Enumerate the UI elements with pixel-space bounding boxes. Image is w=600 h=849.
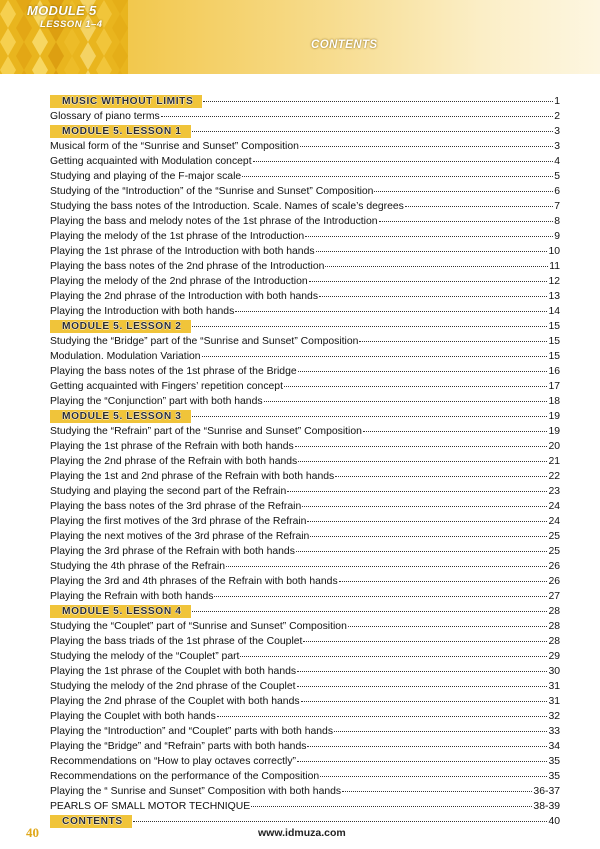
toc-entry-title: Playing the melody of the 2nd phrase of the Introduction bbox=[50, 276, 308, 287]
toc-entry-title: Studying of the “Introduction” of the “Sunrise and Sunset” Composition bbox=[50, 186, 374, 197]
toc-page-number: 29 bbox=[548, 651, 560, 662]
dot-leader bbox=[298, 360, 548, 372]
toc-section-label: MODULE 5. LESSON 1 bbox=[50, 125, 191, 138]
dot-leader bbox=[379, 210, 554, 222]
dot-leader bbox=[302, 495, 547, 507]
toc-entry-title: Studying the “Couplet” part of “Sunrise and Sunset” Composition bbox=[50, 621, 347, 632]
toc-page-number: 32 bbox=[548, 711, 560, 722]
dot-leader bbox=[325, 255, 548, 267]
toc-page-number: 19 bbox=[548, 426, 560, 437]
dot-leader bbox=[242, 165, 553, 177]
toc-entry-title: Getting acquainted with Fingers’ repetition concept bbox=[50, 381, 283, 392]
toc-page-number: 9 bbox=[554, 231, 560, 242]
toc-entry-title: Studying the “Refrain” part of the “Sunrise and Sunset” Composition bbox=[50, 426, 362, 437]
toc-entry-title: PEARLS OF SMALL MOTOR TECHNIQUE bbox=[50, 801, 251, 812]
toc-page-number: 28 bbox=[548, 606, 560, 617]
toc-entry-title: Recommendations on “How to play octaves correctly” bbox=[50, 756, 297, 767]
toc-section-label: MODULE 5. LESSON 3 bbox=[50, 410, 191, 423]
dot-leader bbox=[316, 240, 548, 252]
toc-entry-title: Modulation. Modulation Variation bbox=[50, 351, 201, 362]
toc-page-number: 15 bbox=[548, 336, 560, 347]
toc-page-number: 24 bbox=[548, 516, 560, 527]
toc-entry-title: Studying the “Bridge” part of the “Sunrise and Sunset” Composition bbox=[50, 336, 359, 347]
dot-leader bbox=[296, 540, 548, 552]
dot-leader bbox=[339, 570, 548, 582]
dot-leader bbox=[297, 750, 547, 762]
toc-entry-title: Playing the first motives of the 3rd phrase of the Refrain bbox=[50, 516, 307, 527]
dot-leader bbox=[342, 780, 532, 792]
toc-page-number: 30 bbox=[548, 666, 560, 677]
dot-leader bbox=[264, 390, 548, 402]
toc-page-number: 35 bbox=[548, 756, 560, 767]
toc-entry-title: Playing the 1st phrase of the Couplet with both hands bbox=[50, 666, 297, 677]
dot-leader bbox=[287, 480, 547, 492]
toc-entry-title: Playing the 3rd phrase of the Refrain with both hands bbox=[50, 546, 295, 557]
toc-entry-title: Playing the 1st phrase of the Introduction with both hands bbox=[50, 246, 315, 257]
toc-page-number: 34 bbox=[548, 741, 560, 752]
dot-leader bbox=[300, 135, 553, 147]
dot-leader bbox=[405, 195, 553, 207]
toc-entry-title: Musical form of the “Sunrise and Sunset” Composition bbox=[50, 141, 299, 152]
toc-entry-title: Playing the bass notes of the 3rd phrase of the Refrain bbox=[50, 501, 302, 512]
dot-leader bbox=[240, 645, 547, 657]
dot-leader bbox=[235, 300, 547, 312]
dot-leader bbox=[374, 180, 553, 192]
dot-leader bbox=[253, 150, 554, 162]
dot-leader bbox=[334, 720, 547, 732]
toc-entry-title: Glossary of piano terms bbox=[50, 111, 160, 122]
dot-leader bbox=[297, 675, 548, 687]
dot-leader bbox=[305, 225, 553, 237]
toc-page-number: 21 bbox=[548, 456, 560, 467]
dot-leader bbox=[310, 525, 547, 537]
toc-page-number: 13 bbox=[548, 291, 560, 302]
toc-page-number: 3 bbox=[554, 126, 560, 137]
toc-page-number: 4 bbox=[554, 156, 560, 167]
toc-page-number: 15 bbox=[548, 351, 560, 362]
module-title: MODULE 5 bbox=[27, 3, 97, 18]
toc-page-number: 7 bbox=[554, 201, 560, 212]
dot-leader bbox=[309, 270, 548, 282]
dot-leader bbox=[284, 375, 547, 387]
toc-page-number: 23 bbox=[548, 486, 560, 497]
dot-leader bbox=[363, 420, 548, 432]
toc-entry-title: Playing the 2nd phrase of the Couplet with both hands bbox=[50, 696, 300, 707]
table-of-contents bbox=[50, 92, 560, 827]
toc-page-number: 28 bbox=[548, 636, 560, 647]
toc-page-number: 10 bbox=[548, 246, 560, 257]
toc-entry-title: Playing the bass notes of the 2nd phrase of the Introduction bbox=[50, 261, 325, 272]
dot-leader bbox=[297, 660, 547, 672]
toc-entry-title: Studying the melody of the 2nd phrase of the Couplet bbox=[50, 681, 296, 692]
toc-entry-title: Playing the “Bridge” and “Refrain” parts with both hands bbox=[50, 741, 307, 752]
website-url[interactable]: www.idmuza.com bbox=[258, 827, 346, 839]
dot-leader bbox=[192, 405, 548, 417]
toc-page-number: 26 bbox=[548, 576, 560, 587]
toc-page-number: 31 bbox=[548, 696, 560, 707]
toc-page-number: 2 bbox=[554, 111, 560, 122]
page-header bbox=[0, 0, 600, 74]
toc-section-label: MODULE 5. LESSON 4 bbox=[50, 605, 191, 618]
toc-page-number: 27 bbox=[548, 591, 560, 602]
toc-entry-title: Playing the 3rd and 4th phrases of the Refrain with both hands bbox=[50, 576, 338, 587]
toc-entry-title: Playing the next motives of the 3rd phrase of the Refrain bbox=[50, 531, 310, 542]
dot-leader bbox=[307, 510, 547, 522]
toc-page-number: 5 bbox=[554, 171, 560, 182]
toc-entry-title: Playing the bass triads of the 1st phrase of the Couplet bbox=[50, 636, 303, 647]
page-number: 40 bbox=[26, 825, 39, 840]
dot-leader bbox=[303, 630, 547, 642]
toc-section-label: MODULE 5. LESSON 2 bbox=[50, 320, 191, 333]
toc-entry-title: Playing the 2nd phrase of the Introduction with both hands bbox=[50, 291, 319, 302]
toc-page-number: 31 bbox=[548, 681, 560, 692]
dot-leader bbox=[192, 120, 554, 132]
toc-entry-title: Playing the Refrain with both hands bbox=[50, 591, 214, 602]
toc-page-number: 11 bbox=[549, 261, 560, 272]
dot-leader bbox=[202, 345, 548, 357]
dot-leader bbox=[319, 285, 547, 297]
toc-entry-title: Playing the “Conjunction” part with both hands bbox=[50, 396, 263, 407]
dot-leader bbox=[217, 705, 548, 717]
toc-page-number: 12 bbox=[548, 276, 560, 287]
toc-section-label: CONTENTS bbox=[50, 815, 132, 828]
toc-entry-title: Playing the 2nd phrase of the Refrain with both hands bbox=[50, 456, 298, 467]
dot-leader bbox=[320, 765, 547, 777]
toc-page-number: 24 bbox=[548, 501, 560, 512]
toc-page-number: 26 bbox=[548, 561, 560, 572]
dot-leader bbox=[348, 615, 548, 627]
toc-page-number: 33 bbox=[548, 726, 560, 737]
lesson-subtitle: LESSON 1–4 bbox=[40, 19, 103, 30]
dot-leader bbox=[307, 735, 547, 747]
toc-entry-title: Playing the 1st phrase of the Refrain with both hands bbox=[50, 441, 294, 452]
toc-entry-title: Playing the Introduction with both hands bbox=[50, 306, 235, 317]
toc-page-number: 38-39 bbox=[533, 801, 560, 812]
dot-leader bbox=[359, 330, 547, 342]
toc-page-number: 22 bbox=[548, 471, 560, 482]
toc-page-number: 18 bbox=[548, 396, 560, 407]
toc-entry-title: Studying and playing of the F-major scale bbox=[50, 171, 242, 182]
toc-page-number: 19 bbox=[548, 411, 560, 422]
dot-leader bbox=[133, 810, 548, 822]
dot-leader bbox=[295, 435, 548, 447]
toc-entry-title: Studying the bass notes of the Introduction. Scale. Names of scale’s degrees bbox=[50, 201, 404, 212]
toc-section-row[interactable] bbox=[50, 812, 560, 827]
dot-leader bbox=[251, 795, 532, 807]
dot-leader bbox=[192, 600, 548, 612]
toc-entry-title: Studying the 4th phrase of the Refrain bbox=[50, 561, 226, 572]
dot-leader bbox=[192, 315, 548, 327]
dot-leader bbox=[161, 105, 553, 117]
toc-entry-title: Playing the bass notes of the 1st phrase of the Bridge bbox=[50, 366, 297, 377]
toc-page-number: 1 bbox=[554, 96, 560, 107]
toc-entry-title: Studying the melody of the “Couplet” part bbox=[50, 651, 240, 662]
dot-leader bbox=[301, 690, 548, 702]
toc-page-number: 20 bbox=[548, 441, 560, 452]
dot-leader bbox=[214, 585, 547, 597]
toc-page-number: 25 bbox=[548, 531, 560, 542]
toc-page-number: 40 bbox=[548, 816, 560, 827]
toc-section-label: MUSIC WITHOUT LIMITS bbox=[50, 95, 202, 108]
dot-leader bbox=[226, 555, 547, 567]
toc-entry-title: Playing the 1st and 2nd phrase of the Refrain with both hands bbox=[50, 471, 335, 482]
toc-page-number: 35 bbox=[548, 771, 560, 782]
toc-entry-title: Playing the “ Sunrise and Sunset” Composition with both hands bbox=[50, 786, 342, 797]
toc-page-number: 6 bbox=[554, 186, 560, 197]
toc-page-number: 15 bbox=[548, 321, 560, 332]
toc-entry-title: Playing the bass and melody notes of the 1st phrase of the Introduction bbox=[50, 216, 378, 227]
toc-entry-title: Recommendations on the performance of the Composition bbox=[50, 771, 320, 782]
toc-page-number: 14 bbox=[548, 306, 560, 317]
contents-heading: CONTENTS bbox=[311, 39, 378, 51]
toc-entry-title: Playing the “Introduction” and “Couplet” parts with both hands bbox=[50, 726, 334, 737]
toc-page-number: 36-37 bbox=[533, 786, 560, 797]
toc-page-number: 3 bbox=[554, 141, 560, 152]
toc-entry-title: Playing the melody of the 1st phrase of the Introduction bbox=[50, 231, 305, 242]
toc-entry-title: Studying and playing the second part of the Refrain bbox=[50, 486, 287, 497]
toc-page-number: 16 bbox=[548, 366, 560, 377]
toc-page-number: 8 bbox=[554, 216, 560, 227]
toc-page-number: 25 bbox=[548, 546, 560, 557]
dot-leader bbox=[335, 465, 547, 477]
dot-leader bbox=[298, 450, 547, 462]
toc-page-number: 17 bbox=[548, 381, 560, 392]
toc-entry-title: Playing the Couplet with both hands bbox=[50, 711, 216, 722]
toc-page-number: 28 bbox=[548, 621, 560, 632]
dot-leader bbox=[203, 90, 553, 102]
toc-entry-title: Getting acquainted with Modulation concept bbox=[50, 156, 252, 167]
